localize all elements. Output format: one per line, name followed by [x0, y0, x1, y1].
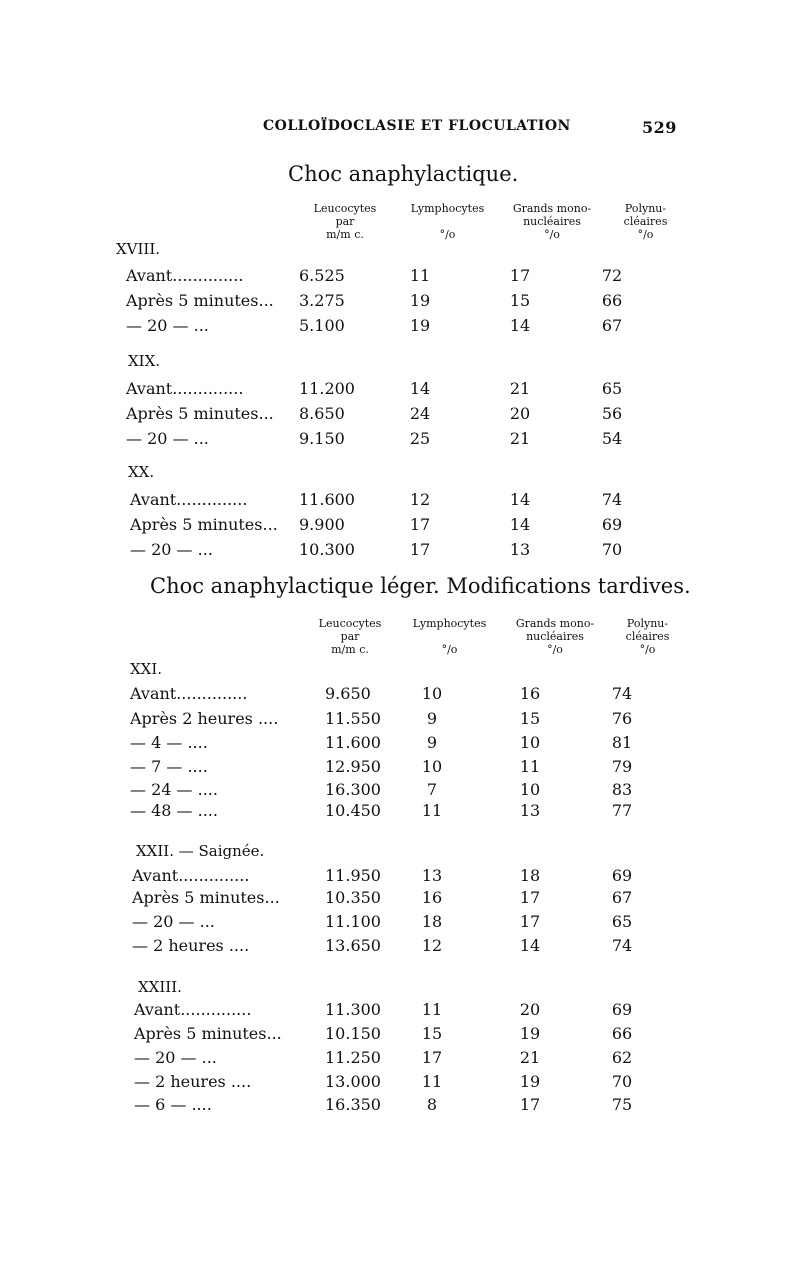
- cell-leucocytes: 13.650: [325, 936, 381, 955]
- cell-lymphocytes: 15: [421, 1024, 443, 1043]
- section-title-choc-leger: Choc anaphylactique léger. Modifications tardives.: [150, 574, 691, 598]
- table-row: [0, 866, 800, 888]
- cell-leucocytes: 16.350: [325, 1095, 381, 1114]
- cell-grands-mononucleaires: 11: [519, 757, 541, 776]
- cell-polynucleaires: 67: [611, 888, 633, 907]
- cell-grands-mononucleaires: 10: [519, 733, 541, 752]
- cell-leucocytes: 10.450: [325, 801, 381, 820]
- table-row: [0, 757, 800, 779]
- cell-lymphocytes: 16: [421, 888, 443, 907]
- cell-leucocytes: 9.650: [325, 684, 371, 703]
- cell-lymphocytes: 8: [426, 1095, 438, 1114]
- cell-polynucleaires: 72: [601, 266, 623, 285]
- table-row: [0, 515, 800, 537]
- cell-grands-mononucleaires: 17: [519, 1095, 541, 1114]
- cell-grands-mononucleaires: 21: [519, 1048, 541, 1067]
- cell-leucocytes: 11.200: [299, 379, 355, 398]
- cell-polynucleaires: 69: [601, 515, 623, 534]
- cell-polynucleaires: 83: [611, 780, 633, 799]
- cell-polynucleaires: 54: [601, 429, 623, 448]
- cell-lymphocytes: 12: [409, 490, 431, 509]
- table-row: [0, 429, 800, 451]
- cell-lymphocytes: 24: [409, 404, 431, 423]
- cell-lymphocytes: 17: [409, 515, 431, 534]
- cell-polynucleaires: 81: [611, 733, 633, 752]
- cell-lymphocytes: 11: [421, 1072, 443, 1091]
- cell-leucocytes: 11.250: [325, 1048, 381, 1067]
- cell-lymphocytes: 10: [421, 684, 443, 703]
- row-label: Avant..............: [130, 684, 248, 703]
- cell-polynucleaires: 70: [611, 1072, 633, 1091]
- row-label: Après 5 minutes...: [126, 291, 274, 310]
- cell-lymphocytes: 17: [409, 540, 431, 559]
- table-row: [0, 684, 800, 706]
- row-label: — 2 heures ....: [134, 1072, 252, 1091]
- cell-lymphocytes: 7: [426, 780, 438, 799]
- row-label: — 20 — ...: [126, 429, 209, 448]
- row-label: Avant..............: [126, 266, 244, 285]
- cell-leucocytes: 11.600: [325, 733, 381, 752]
- page-number: 529: [642, 118, 677, 137]
- cell-leucocytes: 11.300: [325, 1000, 381, 1019]
- cell-grands-mononucleaires: 14: [509, 316, 531, 335]
- cell-leucocytes: 3.275: [299, 291, 345, 310]
- col-head-grands-mononucleaires: Grands mono- nucléaires °/o: [512, 202, 592, 241]
- table-row: [0, 1024, 800, 1046]
- row-label: — 48 — ....: [130, 801, 218, 820]
- row-label: Avant..............: [132, 866, 250, 885]
- group-label-xviii: XVIII.: [116, 240, 161, 258]
- cell-grands-mononucleaires: 21: [509, 379, 531, 398]
- cell-grands-mononucleaires: 10: [519, 780, 541, 799]
- row-label: Après 2 heures ....: [130, 709, 279, 728]
- row-label: — 24 — ....: [130, 780, 218, 799]
- cell-leucocytes: 9.900: [299, 515, 345, 534]
- cell-grands-mononucleaires: 21: [509, 429, 531, 448]
- cell-lymphocytes: 9: [426, 733, 438, 752]
- cell-polynucleaires: 75: [611, 1095, 633, 1114]
- cell-leucocytes: 6.525: [299, 266, 345, 285]
- cell-polynucleaires: 74: [611, 936, 633, 955]
- cell-grands-mononucleaires: 13: [519, 801, 541, 820]
- row-label: — 20 — ...: [130, 540, 213, 559]
- cell-lymphocytes: 11: [421, 1000, 443, 1019]
- cell-leucocytes: 9.150: [299, 429, 345, 448]
- table-row: [0, 936, 800, 958]
- cell-leucocytes: 10.150: [325, 1024, 381, 1043]
- row-label: — 20 — ...: [134, 1048, 217, 1067]
- cell-grands-mononucleaires: 20: [519, 1000, 541, 1019]
- cell-grands-mononucleaires: 13: [509, 540, 531, 559]
- cell-leucocytes: 13.000: [325, 1072, 381, 1091]
- cell-grands-mononucleaires: 17: [519, 888, 541, 907]
- cell-lymphocytes: 14: [409, 379, 431, 398]
- cell-leucocytes: 5.100: [299, 316, 345, 335]
- table-row: [0, 1095, 800, 1117]
- row-label: — 4 — ....: [130, 733, 208, 752]
- table-row: [0, 490, 800, 512]
- col-head-lymphocytes: Lymphocytes °/o: [410, 202, 485, 241]
- cell-lymphocytes: 10: [421, 757, 443, 776]
- row-label: Avant..............: [126, 379, 244, 398]
- cell-leucocytes: 11.550: [325, 709, 381, 728]
- group-label-xix: XIX.: [128, 352, 161, 370]
- table-row: [0, 316, 800, 338]
- cell-lymphocytes: 19: [409, 291, 431, 310]
- cell-polynucleaires: 70: [601, 540, 623, 559]
- group-label-xxiii: XXIII.: [138, 978, 182, 996]
- cell-leucocytes: 12.950: [325, 757, 381, 776]
- cell-lymphocytes: 12: [421, 936, 443, 955]
- cell-lymphocytes: 11: [421, 801, 443, 820]
- row-label: Avant..............: [134, 1000, 252, 1019]
- cell-grands-mononucleaires: 15: [519, 709, 541, 728]
- cell-grands-mononucleaires: 19: [519, 1024, 541, 1043]
- cell-lymphocytes: 19: [409, 316, 431, 335]
- table-row: [0, 266, 800, 288]
- table-row: [0, 404, 800, 426]
- table-row: [0, 912, 800, 934]
- cell-leucocytes: 11.100: [325, 912, 381, 931]
- cell-polynucleaires: 79: [611, 757, 633, 776]
- row-label: Après 5 minutes...: [126, 404, 274, 423]
- group-label-xxi: XXI.: [130, 660, 163, 678]
- row-label: Après 5 minutes...: [134, 1024, 282, 1043]
- col-head-polynucleaires: Polynu- cléaires °/o: [623, 202, 668, 241]
- cell-polynucleaires: 66: [601, 291, 623, 310]
- cell-lymphocytes: 18: [421, 912, 443, 931]
- cell-leucocytes: 10.350: [325, 888, 381, 907]
- cell-polynucleaires: 69: [611, 1000, 633, 1019]
- cell-polynucleaires: 76: [611, 709, 633, 728]
- row-label: — 6 — ....: [134, 1095, 212, 1114]
- col-head-leucocytes: Leucocytes par m/m c.: [318, 617, 382, 656]
- cell-polynucleaires: 69: [611, 866, 633, 885]
- running-header-title: COLLOÏDOCLASIE ET FLOCULATION: [263, 118, 571, 134]
- row-label: Après 5 minutes...: [132, 888, 280, 907]
- cell-grands-mononucleaires: 17: [509, 266, 531, 285]
- cell-polynucleaires: 77: [611, 801, 633, 820]
- cell-lymphocytes: 11: [409, 266, 431, 285]
- row-label: — 2 heures ....: [132, 936, 250, 955]
- cell-polynucleaires: 65: [611, 912, 633, 931]
- cell-grands-mononucleaires: 16: [519, 684, 541, 703]
- cell-grands-mononucleaires: 17: [519, 912, 541, 931]
- table-row: [0, 780, 800, 802]
- table-row: [0, 709, 800, 731]
- cell-grands-mononucleaires: 18: [519, 866, 541, 885]
- cell-polynucleaires: 65: [601, 379, 623, 398]
- row-label: Après 5 minutes...: [130, 515, 278, 534]
- table-row: [0, 733, 800, 755]
- cell-leucocytes: 10.300: [299, 540, 355, 559]
- table-row: [0, 1000, 800, 1022]
- section-title-choc-anaphylactique: Choc anaphylactique.: [288, 162, 519, 186]
- cell-polynucleaires: 66: [611, 1024, 633, 1043]
- cell-grands-mononucleaires: 14: [519, 936, 541, 955]
- col-head-polynucleaires: Polynu- cléaires °/o: [625, 617, 670, 656]
- cell-leucocytes: 8.650: [299, 404, 345, 423]
- row-label: — 20 — ...: [132, 912, 215, 931]
- cell-grands-mononucleaires: 15: [509, 291, 531, 310]
- cell-polynucleaires: 67: [601, 316, 623, 335]
- table-row: [0, 1048, 800, 1070]
- cell-grands-mononucleaires: 20: [509, 404, 531, 423]
- cell-lymphocytes: 13: [421, 866, 443, 885]
- cell-polynucleaires: 56: [601, 404, 623, 423]
- row-label: Avant..............: [130, 490, 248, 509]
- col-head-leucocytes: Leucocytes par m/m c.: [313, 202, 377, 241]
- table-row: [0, 379, 800, 401]
- table-row: [0, 540, 800, 562]
- cell-lymphocytes: 17: [421, 1048, 443, 1067]
- group-label-xx: XX.: [128, 463, 155, 481]
- group-label-xxii: XXII. — Saignée.: [136, 842, 265, 860]
- cell-grands-mononucleaires: 14: [509, 515, 531, 534]
- cell-grands-mononucleaires: 19: [519, 1072, 541, 1091]
- col-head-grands-mononucleaires: Grands mono- nucléaires °/o: [515, 617, 595, 656]
- cell-polynucleaires: 74: [611, 684, 633, 703]
- table-row: [0, 801, 800, 823]
- cell-lymphocytes: 9: [426, 709, 438, 728]
- cell-polynucleaires: 62: [611, 1048, 633, 1067]
- col-head-lymphocytes: Lymphocytes °/o: [412, 617, 487, 656]
- row-label: — 7 — ....: [130, 757, 208, 776]
- cell-leucocytes: 16.300: [325, 780, 381, 799]
- row-label: — 20 — ...: [126, 316, 209, 335]
- cell-lymphocytes: 25: [409, 429, 431, 448]
- table-row: [0, 888, 800, 910]
- cell-leucocytes: 11.600: [299, 490, 355, 509]
- cell-polynucleaires: 74: [601, 490, 623, 509]
- table-row: [0, 1072, 800, 1094]
- cell-grands-mononucleaires: 14: [509, 490, 531, 509]
- cell-leucocytes: 11.950: [325, 866, 381, 885]
- table-row: [0, 291, 800, 313]
